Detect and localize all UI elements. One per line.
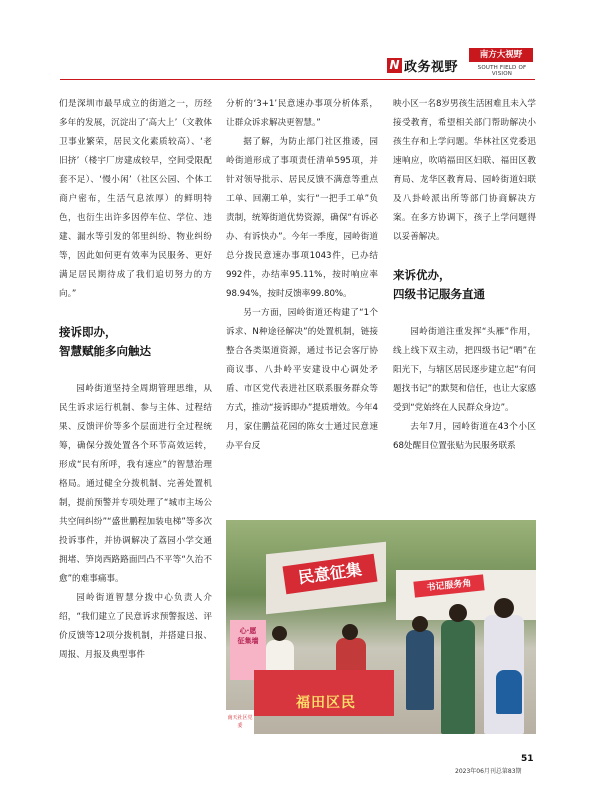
issue-info: 2023年06月刊总第83期	[455, 768, 522, 775]
section-heading: 四级书记服务直通	[393, 287, 485, 301]
section-heading: 智慧赋能多向触达	[59, 344, 151, 358]
paragraph: 据了解，为防止部门社区推诿，园岭街道形成了事项责任清单595项，并针对领导批示、居民反馈不满意等重点工单、回潮工单，实行“一把手工单”负责制，统筹街道优势资源，确保“有诉必办、有诉快办”。今年一季度，园岭街道总分拨民意速办事项1043件，已办结992件，办结率95.11%，按时响应率98.94%，按时反馈率99.80%。	[226, 137, 378, 299]
article-column-3	[393, 95, 536, 456]
article-column-2	[226, 95, 378, 456]
person	[441, 620, 475, 734]
paragraph: 园岭街道注重发挥“头雁”作用，线上线下双主动，把四级书记“晒”在阳光下，与辖区居民逐步建立起“有问题找书记”的默契和信任，也让大家感受到“党始终在人民群众身边”。	[393, 327, 536, 413]
photo-banner-right: 书记服务角	[413, 574, 484, 597]
person-head	[494, 598, 514, 618]
person-head	[412, 616, 428, 632]
photo-banner-main: 民意征集	[282, 554, 377, 595]
paragraph: 映小区一名8岁男孩生活困难且未入学接受教育，希望相关部门帮助解决小孩生存和上学问题。华林社区党委迅速响应，吹哨福田区妇联、福田区教育局、龙华区教育局、园岭街道妇联及八卦岭派出所等部门协商解决方案。在多方协调下，孩子上学问题得以妥善解决。	[393, 99, 536, 242]
masthead	[0, 0, 595, 80]
shopping-bag	[496, 670, 522, 714]
page-number: 51	[521, 754, 534, 764]
paragraph: 去年7月，园岭街道在43个小区68处醒目位置张贴为民服务联系	[393, 422, 536, 451]
community-sign: 南天社区党委	[226, 710, 254, 734]
article-column-1	[59, 95, 212, 665]
section-heading: 接诉即办，	[59, 325, 117, 339]
person-head	[449, 604, 467, 622]
column-logo: N	[387, 58, 402, 73]
paragraph: 园岭街道智慧分拨中心负责人介绍，“我们建立了民意诉求预警报送、评价反馈等12项分拨机制，并搭建日报、周报、月报及典型事件	[59, 593, 212, 660]
section-name: 南方大视野	[469, 48, 533, 62]
table-text: 福田区民	[296, 695, 356, 711]
person-head	[272, 626, 287, 641]
masthead-rule	[60, 79, 535, 80]
paragraph: 们是深圳市最早成立的街道之一，历经多年的发展，沉淀出了‘高大上’（文教体卫事业繁荣，居民文化素质较高）、‘老旧挤’（楼宇厂房建成较早，空间受限配套不足）、‘慢小闲’（社区公园、个体工商户密布，生活气息浓厚）的鲜明特色，也衍生出许多因停车位、学位、违建、漏水等引发的邻里纠纷、物业纠纷等，因此如何更有效率为民服务、更好满足居民期待成了我们追切努力的方向。”	[59, 99, 212, 299]
paragraph: 另一方面，园岭街道还构建了“1个诉求、N种途径解决”的处置机制，链接整合各类渠道资源，通过书记会客厅协商议事、八卦岭平安建设中心调处矛盾、市区党代表进社区联系服务群众等方式，推动“接诉即办”提质增效。今年4月，家住鹏益花园的陈女士通过民意速办平台反	[226, 308, 378, 451]
paragraph: 园岭街道坚持全周期管理思维，从民生诉求运行机制、参与主体、过程结果、反馈评价等多个层面进行全过程统筹，确保分拨处置各个环节高效运转，形成“民有所呼，我有速应”的智慧治理格局。通过健全分拨机制、完善处置机制，提前预警并专项处理了“城市主场公共空间纠纷”“盛世鹏程加装电梯”等多次投诉事件，并协调解决了荔园小学交通拥堵、笋岗西路路面凹凸不平等“久治不愈”的难事痛事。	[59, 384, 212, 584]
person-head	[342, 624, 358, 640]
paragraph: 分析的‘3+1’民意速办事项分析体系，让群众诉求解决更智慧。”	[226, 99, 378, 128]
column-name: 政务视野	[404, 60, 459, 75]
person	[406, 630, 434, 710]
section-heading: 来诉优办，	[393, 268, 451, 282]
wish-board-line: 征集墙	[237, 637, 259, 645]
wish-board-line: 心·愿	[239, 627, 257, 635]
section-name-en: SOUTH FIELD OF VISION	[477, 65, 527, 77]
event-photo	[226, 520, 536, 734]
